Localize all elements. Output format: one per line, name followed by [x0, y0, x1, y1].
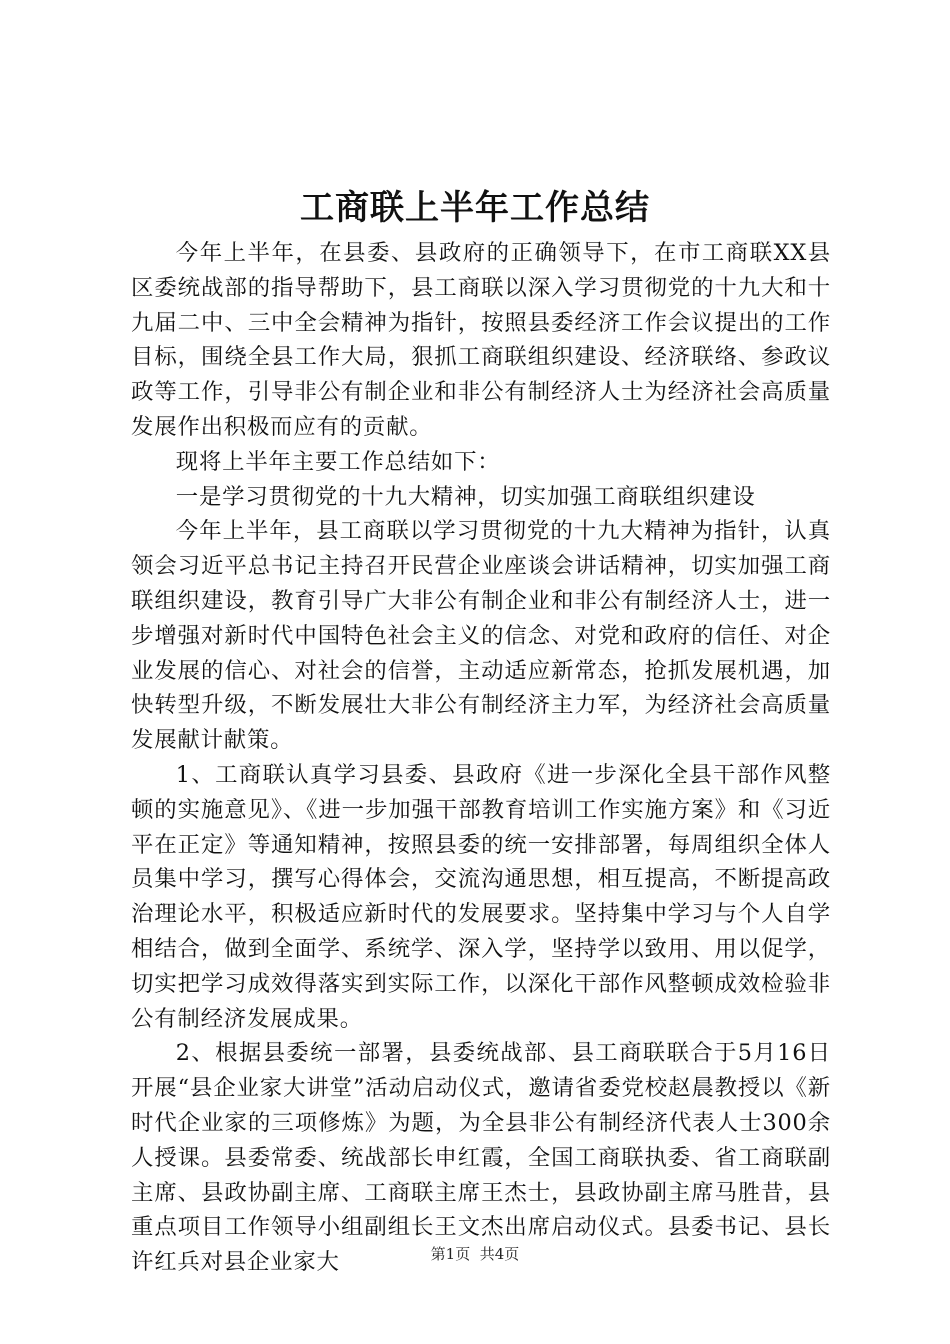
page-footer [0, 1244, 950, 1264]
paragraph-section-one: 今年上半年，县工商联以学习贯彻党的十九大精神为指针，认真领会习近平总书记主持召开民营企业座谈会讲话精神，切实加强工商联组织建设，教育引导广大非公有制企业和非公有制经济人士，进一步增强对新时代中国特色社会主义的信念、对党和政府的信任、对企业发展的信心、对社会的信誉，主动适应新常态，抢抓发展机遇，加快转型升级，不断发展壮大非公有制经济主力军，为经济社会高质量发展献计献策。 [131, 518, 831, 754]
document-body [131, 236, 831, 1280]
page-number: 第1页 [430, 1245, 471, 1263]
page-total: 共4页 [479, 1245, 520, 1263]
paragraph-item-2: 2、根据县委统一部署，县委统战部、县工商联联合于5月16日开展“县企业家大讲堂”活动启动仪式，邀请省委党校赵晨教授以《新时代企业家的三项修炼》为题，为全县非公有制经济代表人士300余人授课。县委常委、统战部长申红霞，全国工商联执委、省工商联副主席、县政协副主席、工商联主席王杰士，县政协副主席马胜昔，县重点项目工作领导小组副组长王文杰出席启动仪式。县委书记、县长许红兵对县企业家大 [131, 1040, 831, 1276]
paragraph-item-1: 1、工商联认真学习县委、县政府《进一步深化全县干部作风整顿的实施意见》、《进一步加强干部教育培训工作实施方案》和《习近平在正定》等通知精神，按照县委的统一安排部署，每周组织全体人员集中学习，撰写心得体会，交流沟通思想，相互提高，不断提高政治理论水平，积极适应新时代的发展要求。坚持集中学习与个人自学相结合，做到全面学、系统学、深入学，坚持学以致用、用以促学，切实把学习成效得落实到实际工作，以深化干部作风整顿成效检验非公有制经济发展成果。 [131, 761, 831, 1032]
paragraph-summary-lead: 现将上半年主要工作总结如下： [175, 448, 501, 475]
document-title: 工商联上半年工作总结 [300, 188, 650, 228]
paragraph-intro: 今年上半年，在县委、县政府的正确领导下，在市工商联XX县区委统战部的指导帮助下，县工商联以深入学习贯彻党的十九大和十九届二中、三中全会精神为指针，按照县委经济工作会议提出的工作目标，围绕全县工作大局，狠抓工商联组织建设、经济联络、参政议政等工作，引导非公有制企业和非公有制经济人士为经济社会高质量发展作出积极而应有的贡献。 [131, 240, 831, 440]
section-heading-one: 一是学习贯彻党的十九大精神，切实加强工商联组织建设 [175, 483, 756, 510]
